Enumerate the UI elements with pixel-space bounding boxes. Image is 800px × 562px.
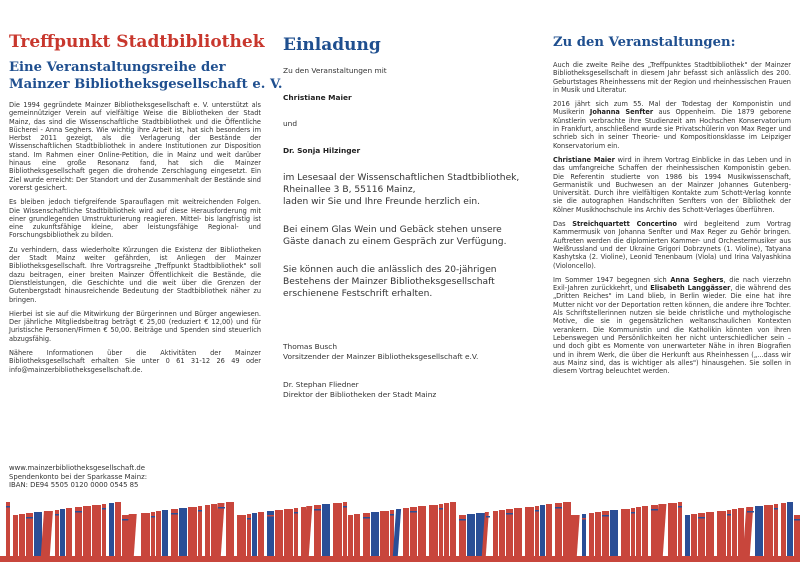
book-spine [589,513,594,556]
intro-paragraph-1: Die 1994 gegründete Mainzer Bibliotheksgesellschaft e. V. unterstützt als gemeinnütziger Verein auf vielfältige Weise die Bibliotheken der Stadt Mainz, das sind die Wissenschaftliche Stadtbibliothek und die Öffentliche Bücherei - Anna Seghers. Wie wichtig ihre Arbeit ist, hat sich besonders im Herbst 2011 gezeigt, als die Verlagerung der Bestände der Wissenschaftlichen Stadtbibliothek in andere Institutionen zur Disposition stand. Im Rahmen einer Online-Petition, die in Mainz und weit darüber hinaus eine große Resonanz fand, hat sich die Mainzer Bibliotheksgesellschaft gegen die drohende Zerschlagung eingesetzt. Ein Ziel wurde erreicht: Der Standort und der Zusammenhalt der Bestände sind vorerst gesichert. [9,101,261,192]
book-spine [781,503,786,556]
book-spine [92,505,101,556]
highlight-quartet: Streichquartett Concertino [572,220,677,229]
book-band [247,518,251,520]
festschrift-text: Sie können auch die anlässlich des 20-jährigen Bestehens der Mainzer Bibliotheksgesellschaft erschienene Festschrift erhalten. [283,265,497,299]
book-spine [450,502,456,556]
book-spine [642,506,648,556]
book-spine [75,507,82,556]
book-spine [371,512,379,556]
book-spine [294,508,298,556]
book-band [651,509,658,511]
book-spine [610,510,618,556]
book-spine [717,511,726,556]
invitation-title: Einladung [283,35,381,55]
book-spine [171,509,178,556]
book-spine [179,508,187,556]
events-paragraph-4: Das Streichquartett Concertino wird begleitend zum Vortrag Kammermusik von Johanna Senfter und Max Reger zu Gehör bringen. Auftreten werden die diplomierten Kammer- und Orchestermusiker aus Weißrussland und der Ukraine Grigori Dobrzynets (1. Violine), Tatyana Kashytska (2. Violine), Leonid Tenenbaum (Viola) und Irina Valyashkina (Violoncello). [553,220,791,270]
book-spine [794,515,800,556]
shelf-base [0,556,800,562]
book-band [314,509,321,511]
book-band [198,510,202,512]
speaker-1: Christiane Maier [283,93,352,102]
reception-text: Bei einem Glas Wein und Gebäck stehen unsere Gäste danach zu einem Gespräch zur Verfügung. [283,225,507,247]
book-spine [631,508,635,556]
intro-paragraph-4: Hierbei ist sie auf die Mitwirkung der Bürgerinnen und Bürger angewiesen. Der jährliche Mitgliedsbeitrag beträgt € 25,00 (reduziert € 12,00) und für Juristische Personen/Firmen € 50,00. Beiträge und Spenden sind steuerlich abzugsfähig. [9,309,261,343]
website-link[interactable]: www.mainzerbibliotheksgesellschaft.de [9,464,146,472]
events-paragraph-3: Christiane Maier wird in ihrem Vortrag Einblicke in das Leben und in das umfangreiche Schaffen der rheinhessischen Komponistin geben. Die Referentin studierte von 1986 bis 1994 Musikwissenschaft, Germanistik und Buchwesen an der Mainzer Johannes Gutenberg-Universität. Durch ihre vielfältigen Kontakte zum Schott-Verlag konnte sie die autographen Handschriften Senfters von der Bibliothek der Kölner Musikhochschule ins Archiv des Schott-Verlages überführen. [553,155,791,214]
book-spine [60,509,65,556]
book-spine [66,508,72,556]
book-spine [410,507,417,556]
book-spine [6,502,10,556]
signature-2 [283,380,533,400]
book-spine [636,507,641,556]
book-spine [403,508,409,556]
intro-paragraph-2: Es bleiben jedoch tiefgreifende Sparauflagen mit weitreichenden Folgen. Die Wissenschaftliche Stadtbibliothek wird auf diese Herausforderung mit einer grundlegenden Umstrukturierung reagieren. Mittel- bis langfristig ist eine zukunftsfähige kleine, aber leistungsfähige Regional- und Forschungsbibliothek zu bilden. [9,198,261,240]
book-spine [514,508,522,556]
book-band [698,517,705,519]
book-spine [691,514,697,556]
book-spine [555,503,562,556]
iban-text: IBAN: DE94 5505 0120 0000 0545 85 [9,481,139,490]
book-spine [727,510,731,556]
book-spine [83,506,91,556]
book-spine [41,511,53,556]
book-band [171,513,178,515]
speaker-2: Dr. Sonja Hilzinger [283,146,361,155]
book-spine [156,511,161,556]
book-spine [252,513,257,556]
highlight-langgaesser: Elisabeth Langgässer [650,284,731,293]
book-band [267,515,274,517]
book-spine [151,512,155,556]
book-spine [429,505,438,556]
book-band [555,507,562,509]
book-spine [525,507,534,556]
book-spine [205,505,210,556]
book-spine [348,515,353,556]
highlight-maier: Christiane Maier [553,155,615,164]
book-band [390,514,394,516]
book-spine [678,502,682,556]
book-spine [546,504,552,556]
book-spine [141,513,150,556]
intro-text [9,101,261,380]
location-line-3: laden wir Sie und Ihre Freunde herzlich ein. [283,197,480,207]
book-spine [439,504,443,556]
signature-1-role: Vorsitzender der Mainzer Bibliotheksgesellschaft e.V. [283,352,479,361]
bank-account-label: Spendenkonto bei der Sparkasse Mainz: [9,472,148,481]
book-spine [685,515,690,556]
book-band [343,506,347,508]
book-spine [732,509,737,556]
book-band [486,516,490,518]
book-spine [314,505,321,556]
events-paragraph-2: 2016 jährt sich zum 55. Mal der Todestag der Komponistin und Musikerin Johanna Senfter aus Oppenheim. Die 1879 geborene Künstlerin verbrachte ihre Studienzeit am Hochschen Konservatorium in Frankfurt, anschließend wurde sie Privatschülerin von Max Reger und schrieb sich in seiner Theorie- und Kompositionsklasse im Leipziger Konservatorium ein. [553,100,792,150]
signature-1 [283,342,533,362]
book-spine [333,503,342,556]
book-spine [743,507,753,556]
book-spine [602,511,609,556]
book-spine [109,503,114,556]
contact-block [9,464,147,490]
book-spine [774,504,778,556]
book-spine [535,506,539,556]
book-spine [668,503,677,556]
book-band [602,515,609,517]
book-spine [198,506,202,556]
book-band [535,510,539,512]
book-band [459,519,466,521]
book-spine [499,510,505,556]
book-band [631,512,635,514]
book-spine [621,509,630,556]
signature-1-name: Thomas Busch [283,342,338,351]
book-spine [343,502,347,556]
book-spine [706,512,714,556]
book-band [26,517,33,519]
book-spine [322,504,330,556]
intro-paragraph-3: Zu verhindern, dass wiederholte Kürzungen die Existenz der Bibliotheken der Stadt Mainz weiter gefährden, ist Anliegen der Mainzer Bibliotheksgesellschaft. Ihre Vortragsreihe „Treffpunkt Stadtbibliothek" soll dazu beitragen, einer breiten Mainzer Öffentlichkeit die Bestände, die Dienstleistungen, die Geschichte und die weit über die Grenzen der Gutenbergstadt hinausreichende Bedeutung der Stadtbibliothek näher zu bringen. [9,245,261,304]
book-spine [267,511,274,556]
and-text: und [283,119,298,128]
book-band [218,507,225,509]
bookshelf-illustration [0,496,800,562]
book-spine [467,514,475,556]
book-spine [26,513,33,556]
book-spine [493,511,498,556]
book-spine [787,502,793,556]
events-paragraph-1: Auch die zweite Reihe des „Treffpunktes Stadtbibliothek" der Mainzer Bibliotheksgesellschaft in diesem Jahr befasst sich anlässlich des 200. Geburtstages Rheinhessens mit der Region und rheinhessischen Frauen in Musik und Literatur. [553,61,791,94]
book-spine [284,509,293,556]
highlight-seghers: Anna Seghers [670,275,724,284]
book-spine [418,506,426,556]
location-line-2: Rheinallee 3 B, 55116 Mainz, [283,185,416,195]
book-spine [363,513,370,556]
book-spine [237,515,246,556]
book-spine [380,511,389,556]
subtitle-line-2: Mainzer Bibliotheksgesellschaft e. V. [9,77,283,92]
book-band [151,516,155,518]
book-spine [738,508,744,556]
book-band [506,513,513,515]
book-spine [34,512,42,556]
book-spine [506,509,513,556]
book-band [122,519,129,521]
book-band [678,506,682,508]
book-band [102,508,106,510]
highlight-senfter: Johanna Senfter [589,108,654,117]
book-spine [755,506,763,556]
book-band [582,518,586,520]
location-line-1: im Lesesaal der Wissenschaftlichen Stadtbibliothek, [283,173,520,183]
signature-2-role: Direktor der Bibliotheken der Stadt Mainz [283,390,437,399]
invitation-intro: Zu den Veranstaltungen mit [283,66,387,75]
book-spine [13,515,18,556]
book-spine [247,514,251,556]
book-band [75,511,82,513]
book-band [747,511,754,513]
book-spine [595,512,601,556]
book-spine [162,510,168,556]
location-block [283,172,528,208]
book-spine [19,514,25,556]
book-spine [354,514,360,556]
book-spine [55,510,59,556]
book-spine [764,505,773,556]
book-spine [582,514,586,556]
book-band [727,514,731,516]
book-band [410,511,417,513]
book-spine [258,512,264,556]
book-spine [444,503,449,556]
book-band [6,506,10,508]
book-spine [459,515,466,556]
book-spine [188,507,197,556]
book-band [794,519,800,521]
signature-2-name: Dr. Stephan Fliedner [283,380,359,389]
book-spine [115,502,121,556]
book-spine [275,510,283,556]
book-spine [393,509,401,556]
book-spine [102,504,106,556]
subtitle-line-1: Eine Veranstaltungsreihe der [9,60,226,75]
book-band [55,514,59,516]
book-band [294,512,298,514]
book-band [363,517,370,519]
book-spine [698,513,705,556]
main-title: Treffpunkt Stadtbibliothek [9,32,265,52]
book-spine [226,502,234,556]
book-spine [540,505,545,556]
events-text [553,61,791,381]
events-title: Zu den Veranstaltungen: [553,35,736,50]
book-band [774,508,778,510]
book-band [439,508,443,510]
intro-paragraph-5: Nähere Informationen über die Aktivitäten der Mainzer Bibliotheksgesellschaft erhalten Sie unter 0 61 31-12 26 49 oder info@mainzerbibliotheksgesellschaft.de. [9,349,261,374]
events-paragraph-5: Im Sommer 1947 begegnen sich Anna Seghers, die nach vierzehn Exil-Jahren zurückkehrt, und Elisabeth Langgässer, die während des „Dritten Reiches" im Land blieb, in Berlin wieder. Die eine hat ihre Mutter nicht vor der Deportation retten können, die andere ihre Tochter. Als Schriftstellerinnen nutzen sie beide christliche und mythologische Motive, die sie in gegensätzlichen weltanschaulichen Kontexten verankern. Die Kommunistin und die Katholikin könnten von ihren Lebenswegen und Persönlichkeiten her nicht unterschiedlicher sein – und doch gibt es Momente von unerwarteter Nähe in ihren Biografien und in ihrem Werk, die über die Herkunft aus Rheinhessen („...dass wir aus Mainz sind, das is wichtiger als alles") hinausgehen. Sie sollen in diesem Vortrag beleuchtet werden. [553,275,791,376]
